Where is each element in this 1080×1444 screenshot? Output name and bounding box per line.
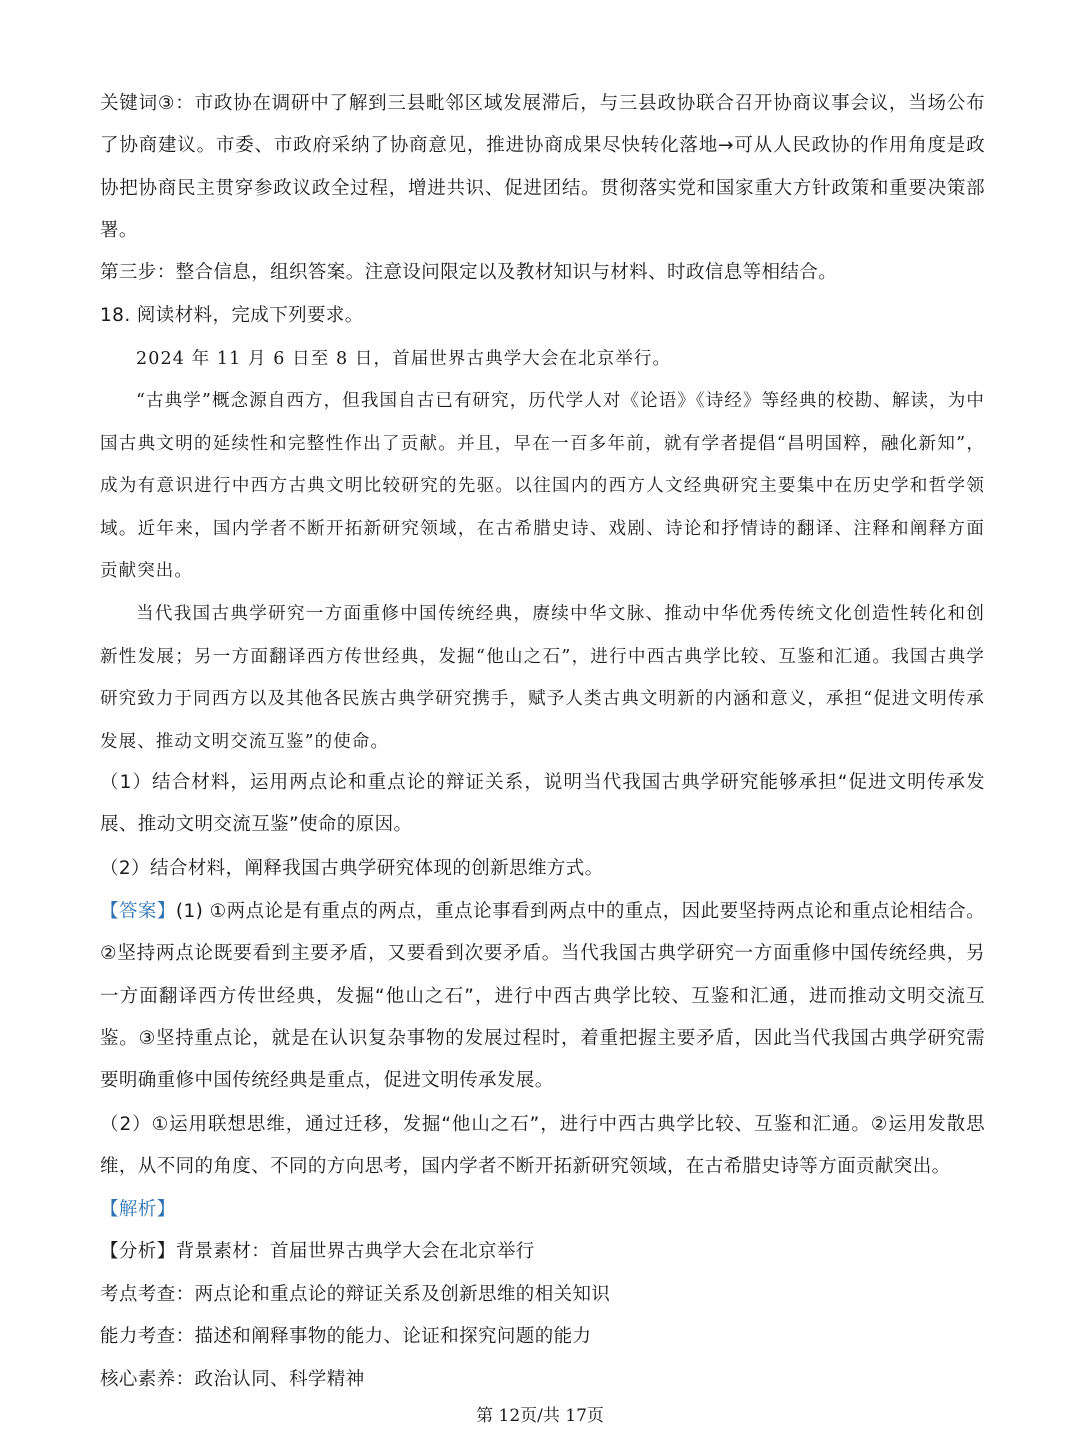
analysis-test-points: 考点考查：两点论和重点论的辩证关系及创新思维的相关知识 (100, 1284, 611, 1305)
question-part-1: （1）结合材料，运用两点论和重点论的辩证关系，说明当代我国古典学研究能够承担“促进文明传承发展、推动文明交流互鉴”使命的原因。 (100, 772, 985, 836)
analysis-core-literacy: 核心素养：政治认同、科学精神 (100, 1369, 365, 1390)
material-paragraph-1: 2024 年 11 月 6 日至 8 日，首届世界古典学大会在北京举行。 (136, 349, 672, 369)
question-18-title: 18. 阅读材料，完成下列要求。 (100, 305, 364, 326)
analysis-tag: 【解析】 (100, 1199, 176, 1220)
answer-paragraph-1 (100, 891, 985, 1102)
question-part-2: （2）结合材料，阐释我国古典学研究体现的创新思维方式。 (100, 858, 604, 879)
analysis-ability: 能力考查：描述和阐释事物的能力、论证和探究问题的能力 (100, 1326, 592, 1347)
step-3-paragraph: 第三步：整合信息，组织答案。注意设问限定以及教材知识与材料、时政信息等相结合。 (100, 262, 838, 283)
page-number: 第 12页/共 17页 (476, 1406, 604, 1426)
answer-tag: 【答案】 (100, 901, 176, 922)
answer-part-2: （2）①运用联想思维，通过迁移，发掘“他山之石”，进行中西古典学比较、互鉴和汇通。②运用发散思维，从不同的角度、不同的方向思考，国内学者不断开拓新研究领域，在古希腊史诗等方面贡献突出。 (100, 1114, 985, 1178)
keyword-3-paragraph: 关键词③：市政协在调研中了解到三县毗邻区域发展滞后，与三县政协联合召开协商议事会议，当场公布了协商建议。市委、市政府采纳了协商意见，推进协商成果尽快转化落地→可从人民政协的作用角度是政协把协商民主贯穿参政议政全过程，增进共识、促进团结。贯彻落实党和国家重大方针政策和重要决策部署。 (100, 93, 985, 241)
material-paragraph-3: 当代我国古典学研究一方面重修中国传统经典，赓续中华文脉、推动中华优秀传统文化创造性转化和创新性发展；另一方面翻译西方传世经典，发掘“他山之石”，进行中西古典学比较、互鉴和汇通。我国古典学研究致力于同西方以及其他各民族古典学研究携手，赋予人类古典文明新的内涵和意义，承担“促进文明传承发展、推动文明交流互鉴”的使命。 (100, 604, 985, 752)
material-paragraph-2: “古典学”概念源自西方，但我国自古已有研究，历代学人对《论语》《诗经》等经典的校勘、解读，为中国古典文明的延续性和完整性作出了贡献。并且，早在一百多年前，就有学者提倡“昌明国粹，融化新知”，成为有意识进行中西方古典文明比较研究的先驱。以往国内的西方人文经典研究主要集中在历史学和哲学领域。近年来，国内学者不断开拓新研究领域，在古希腊史诗、戏剧、诗论和抒情诗的翻译、注释和阐释方面贡献突出。 (100, 391, 985, 581)
analysis-background: 【分析】背景素材：首届世界古典学大会在北京举行 (100, 1241, 535, 1262)
answer-part-1: (1) ①两点论是有重点的两点，重点论事看到两点中的重点，因此要坚持两点论和重点论相结合。②坚持两点论既要看到主要矛盾，又要看到次要矛盾。当代我国古典学研究一方面重修中国传统经典，另一方面翻译西方传世经典，发掘“他山之石”，进行中西古典学比较、互鉴和汇通，进而推动文明交流互鉴。③坚持重点论，就是在认识复杂事物的发展过程时，着重把握主要矛盾，因此当代我国古典学研究需要明确重修中国传统经典是重点，促进文明传承发展。 (100, 901, 985, 1092)
